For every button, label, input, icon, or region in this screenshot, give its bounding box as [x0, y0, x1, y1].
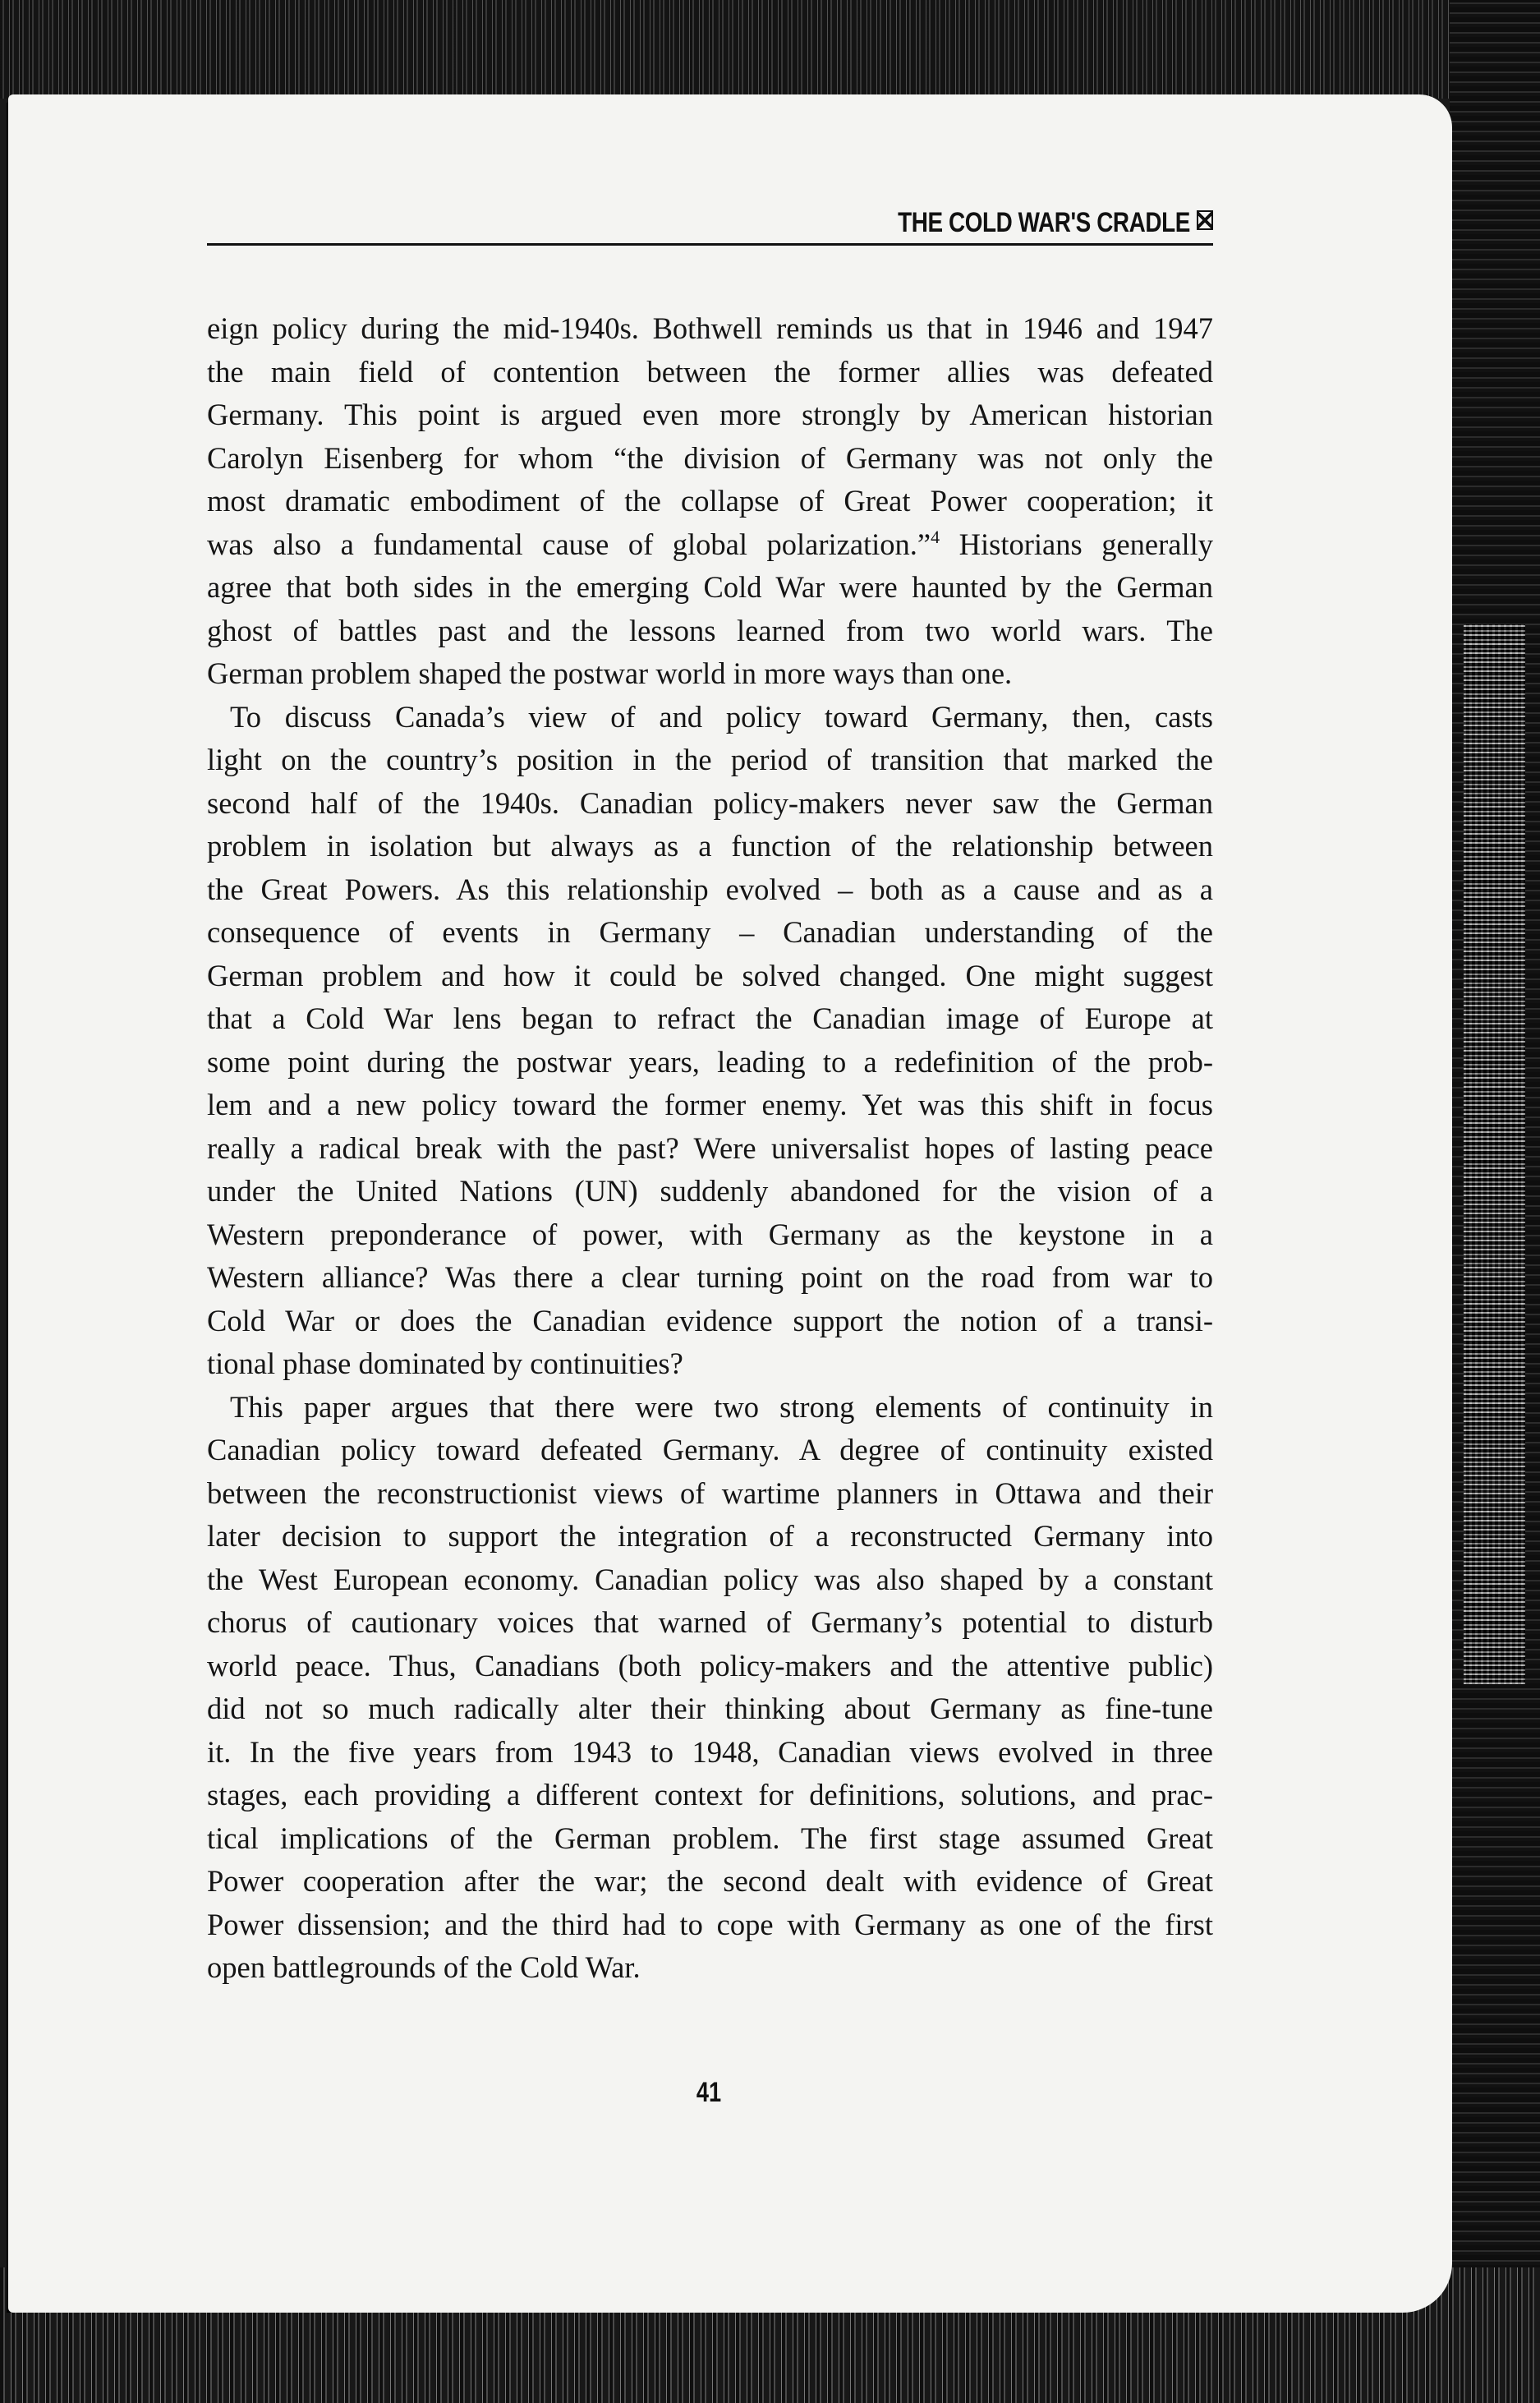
text-line: To discuss Canada’s view of and policy toward Germany, then, casts — [230, 699, 1213, 734]
text-line: Cold War or does the Canadian evidence support the notion of a transi- — [207, 1303, 1213, 1337]
paragraph-3 — [207, 1386, 1213, 1990]
text-line: Canadian policy toward defeated Germany. A degree of continuity existed — [207, 1433, 1213, 1466]
text-line: agree that both sides in the emerging Cold War were haunted by the German — [207, 570, 1213, 604]
text-line: problem in isolation but always as a function of the relationship between — [207, 829, 1213, 863]
text-line: This paper argues that there were two strong elements of continuity in — [230, 1389, 1213, 1424]
page-number: 41 — [696, 2077, 722, 2108]
footnote-reference: 4 — [931, 526, 940, 547]
text-line: the Great Powers. As this relationship evolved – both as a cause and as a — [207, 872, 1213, 906]
paragraph-1 — [207, 307, 1213, 696]
text-line: Power dissension; and the third had to cope with Germany as one of the first — [207, 1907, 1213, 1941]
text-segment: was also a fundamental cause of global polarization.” — [207, 527, 931, 561]
text-line: stages, each providing a different context for definitions, solutions, and prac- — [207, 1778, 1213, 1811]
running-header — [207, 205, 1213, 246]
text-line: some point during the postwar years, leading to a redefinition of the prob- — [207, 1044, 1213, 1079]
body-text — [207, 307, 1213, 1990]
text-line: German problem shaped the postwar world in more ways than one. — [207, 656, 1013, 690]
scan-border-top — [0, 0, 1540, 99]
paragraph-2 — [207, 696, 1213, 1386]
text-line: the main field of contention between the former allies was defeated — [207, 354, 1213, 389]
text-line: Power cooperation after the war; the second dealt with evidence of Great — [207, 1864, 1213, 1898]
text-line: second half of the 1940s. Canadian policy-makers never saw the German — [207, 785, 1213, 820]
scan-noise-strip — [1464, 624, 1525, 1684]
text-line: Western preponderance of power, with Germany as the keystone in a — [207, 1217, 1213, 1251]
running-head-title: THE COLD WAR'S CRADLE — [898, 207, 1190, 238]
text-line: German problem and how it could be solved changed. One might suggest — [207, 958, 1213, 992]
text-line: did not so much radically alter their thinking about Germany as fine-tune — [207, 1692, 1213, 1725]
text-line: really a radical break with the past? Were universalist hopes of lasting peace — [207, 1130, 1213, 1165]
text-line: consequence of events in Germany – Canadian understanding of the — [207, 915, 1213, 949]
text-line: the West European economy. Canadian policy was also shaped by a constant — [207, 1562, 1213, 1596]
text-line: it. In the five years from 1943 to 1948, Canadian views evolved in three — [207, 1734, 1213, 1769]
text-line-with-footnote — [207, 523, 1213, 567]
text-line: eign policy during the mid-1940s. Bothwell reminds us that in 1946 and 1947 — [207, 311, 1213, 345]
text-line: world peace. Thus, Canadians (both policy-makers and the attentive public) — [207, 1648, 1213, 1683]
text-line: later decision to support the integration of a reconstructed Germany into — [207, 1519, 1213, 1553]
text-line: open battlegrounds of the Cold War. — [207, 1950, 641, 1984]
text-line: most dramatic embodiment of the collapse of Great Power cooperation; it — [207, 484, 1213, 518]
text-line: tical implications of the German problem. The first stage assumed Great — [207, 1821, 1213, 1855]
boxed-ornament-icon — [1197, 210, 1213, 230]
text-line: Germany. This point is argued even more strongly by American historian — [207, 398, 1213, 431]
text-line: lem and a new policy toward the former enemy. Yet was this shift in focus — [207, 1088, 1213, 1121]
text-line: tional phase dominated by continuities? — [207, 1347, 683, 1380]
text-line: Carolyn Eisenberg for whom “the division of Germany was not only the — [207, 440, 1213, 475]
text-line: under the United Nations (UN) suddenly abandoned for the vision of a — [207, 1174, 1213, 1208]
text-line: ghost of battles past and the lessons learned from two world wars. The — [207, 613, 1213, 647]
text-segment: Historians generally — [940, 527, 1213, 561]
text-line: Western alliance? Was there a clear turning point on the road from war to — [207, 1260, 1213, 1294]
text-line: chorus of cautionary voices that warned of Germany’s potential to disturb — [207, 1605, 1213, 1639]
text-line: light on the country’s position in the period of transition that marked the — [207, 743, 1213, 776]
text-line: that a Cold War lens began to refract the Canadian image of Europe at — [207, 1001, 1213, 1035]
text-line: between the reconstructionist views of wartime planners in Ottawa and their — [207, 1475, 1213, 1510]
